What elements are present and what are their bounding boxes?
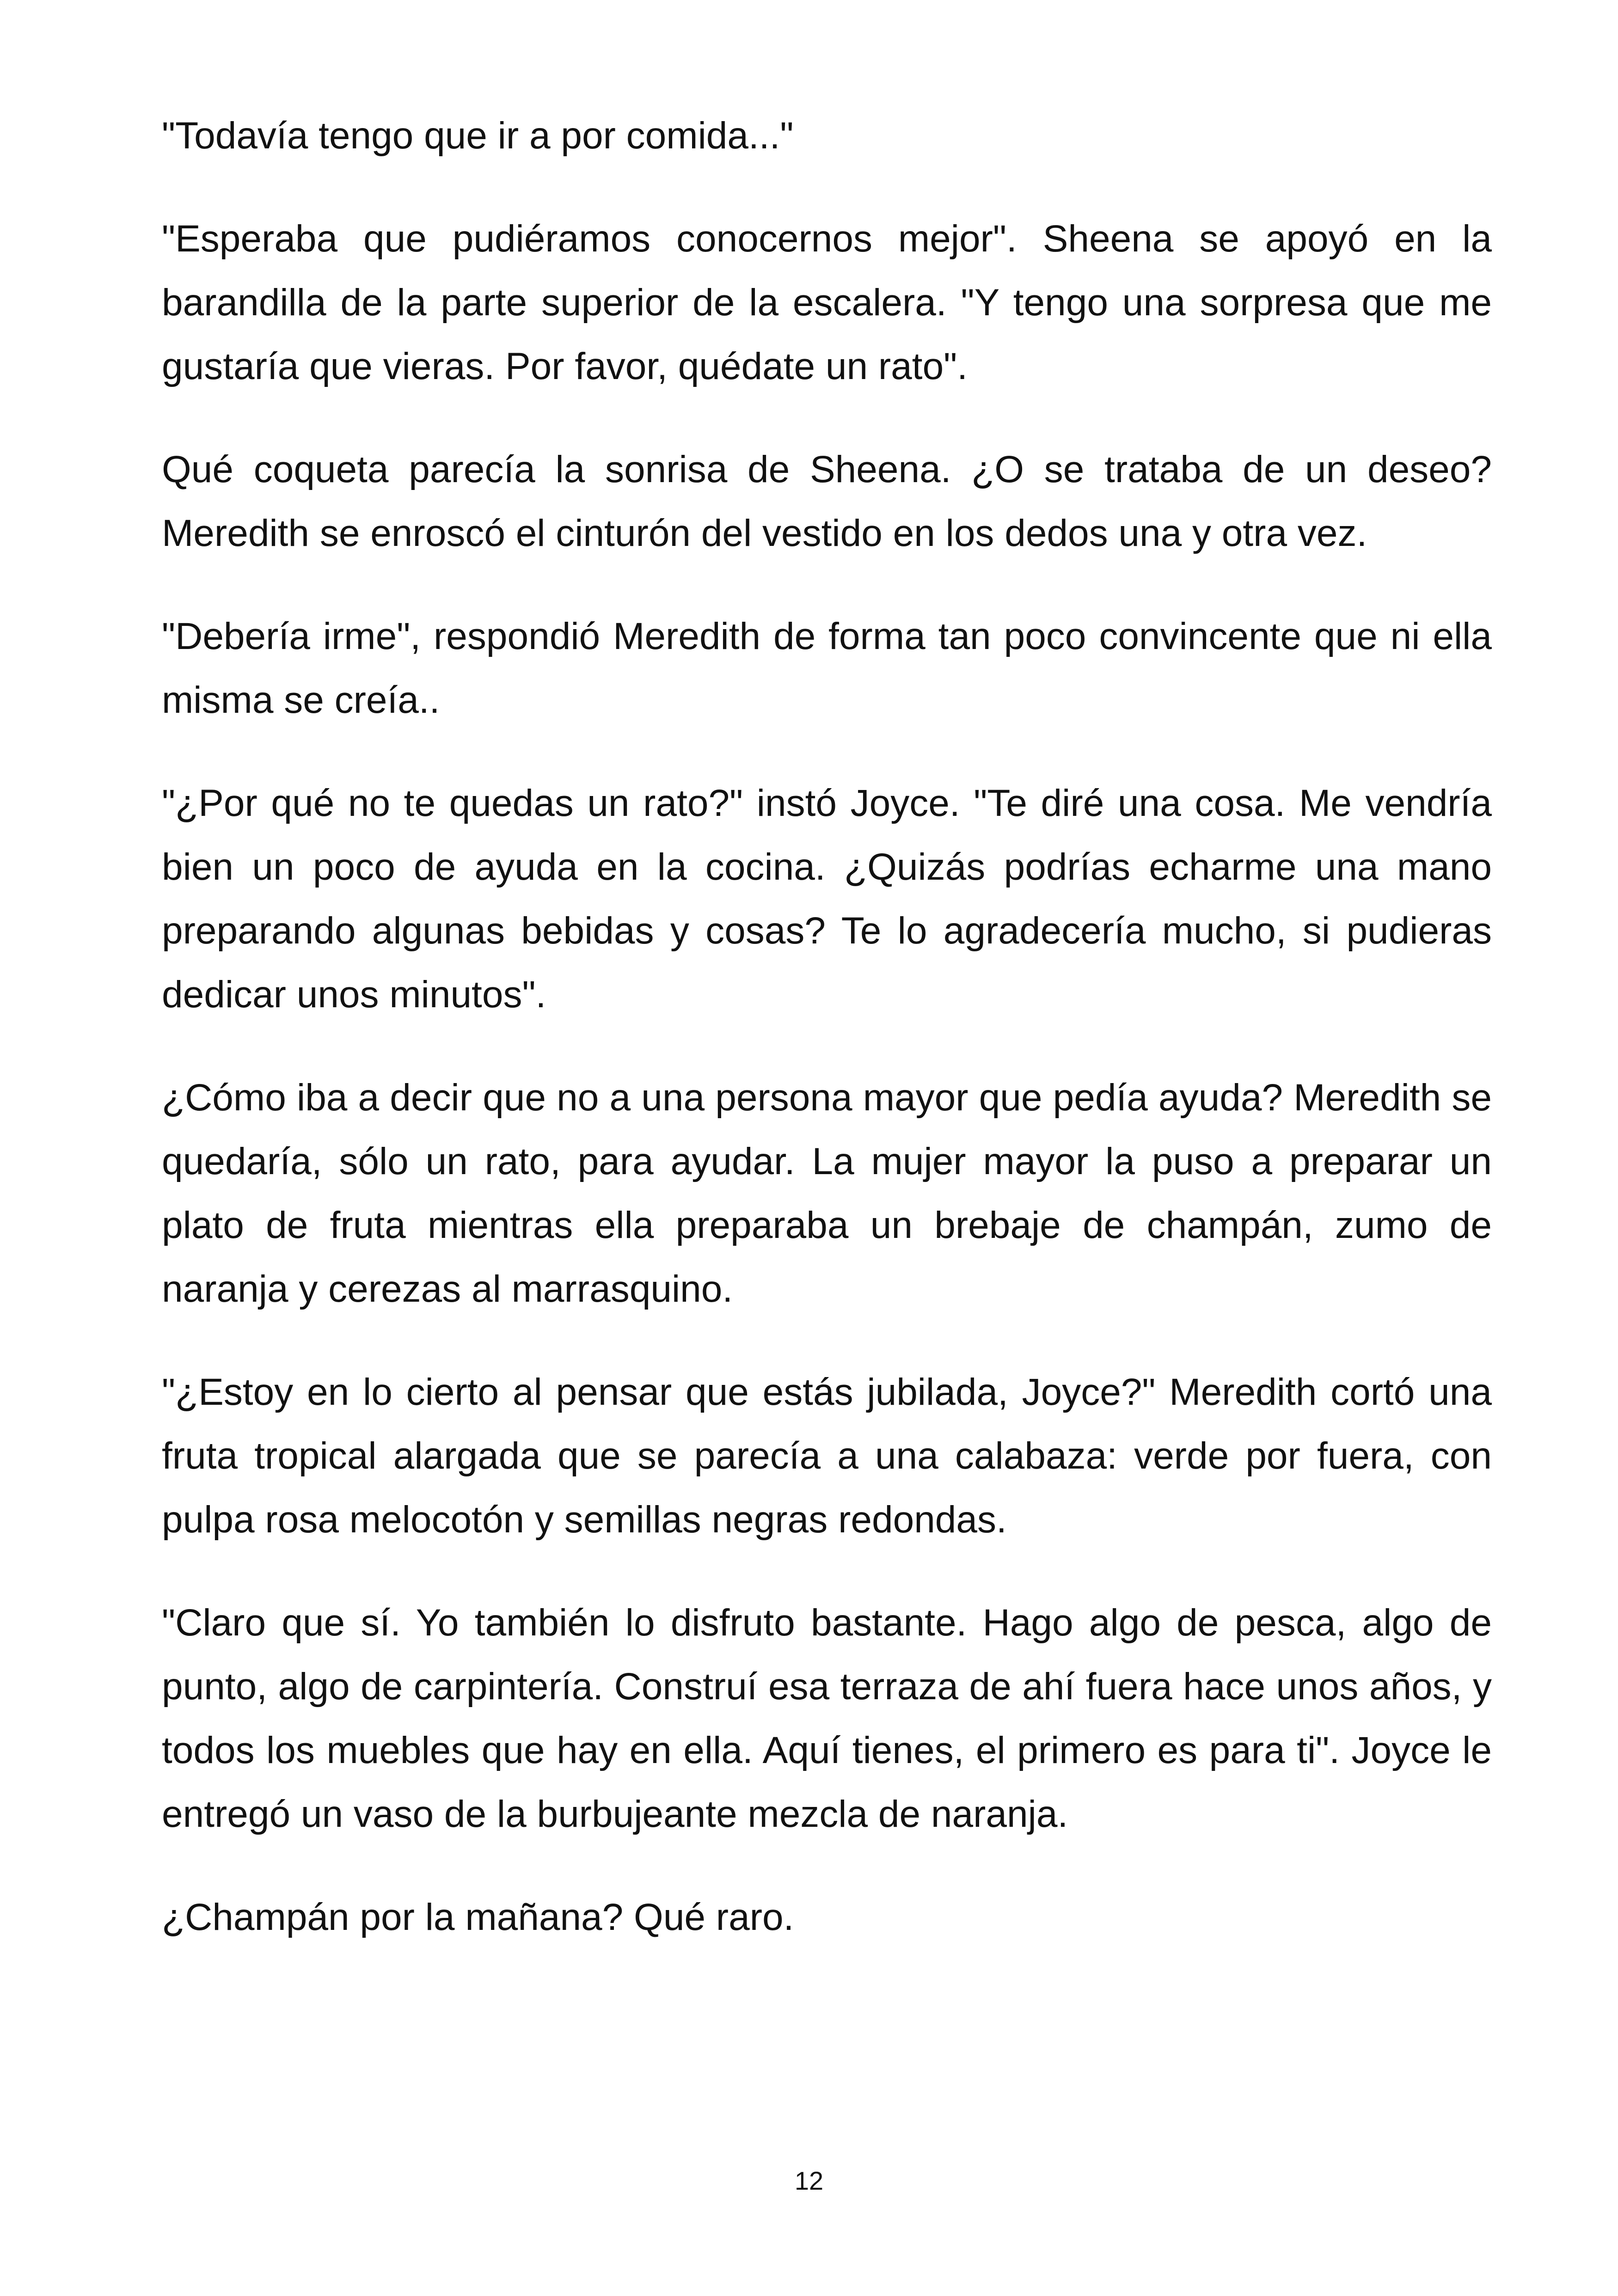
paragraph-7: "¿Estoy en lo cierto al pensar que estás jubilada, Joyce?" Meredith cortó una fruta tropical alargada que se parecía a una calabaza: verde por fuera, con pulpa rosa melocotón y semillas negras redondas.	[162, 1371, 1492, 1541]
paragraph-3: Qué coqueta parecía la sonrisa de Sheena. ¿O se trataba de un deseo? Meredith se enroscó el cinturón del vestido en los dedos una y otra vez.	[162, 448, 1492, 554]
paragraph-1: "Todavía tengo que ir a por comida..."	[162, 115, 794, 157]
paragraph-9: ¿Champán por la mañana? Qué raro.	[162, 1896, 794, 1938]
paragraph-2: "Esperaba que pudiéramos conocernos mejor". Sheena se apoyó en la barandilla de la parte superior de la escalera. "Y tengo una sorpresa que me gustaría que vieras. Por favor, quédate un rato".	[162, 218, 1492, 387]
page-number: 12	[794, 2166, 824, 2195]
body-text	[162, 104, 1492, 1989]
paragraph-8: "Claro que sí. Yo también lo disfruto bastante. Hago algo de pesca, algo de punto, algo de carpintería. Construí esa terraza de ahí fuera hace unos años, y todos los muebles que hay en ella. Aquí tienes, el primero es para ti". Joyce le entregó un vaso de la burbujeante mezcla de naranja.	[162, 1602, 1492, 1835]
paragraph-4: "Debería irme", respondió Meredith de forma tan poco convincente que ni ella misma se creía..	[162, 615, 1492, 721]
paragraph-5: "¿Por qué no te quedas un rato?" instó Joyce. "Te diré una cosa. Me vendría bien un poco de ayuda en la cocina. ¿Quizás podrías echarme una mano preparando algunas bebidas y cosas? Te lo agradecería mucho, si pudieras dedicar unos minutos".	[162, 782, 1492, 1016]
paragraph-6: ¿Cómo iba a decir que no a una persona mayor que pedía ayuda? Meredith se quedaría, sólo un rato, para ayudar. La mujer mayor la puso a preparar un plato de fruta mientras ella preparaba un brebaje de champán, zumo de naranja y cerezas al marrasquino.	[162, 1077, 1492, 1310]
